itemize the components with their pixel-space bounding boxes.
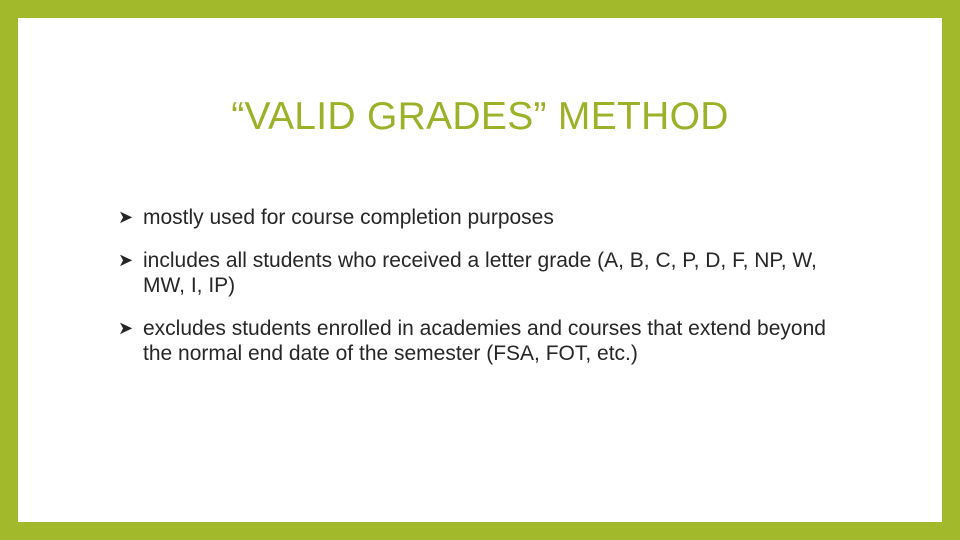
arrowhead-bullet-icon: ➤ [118, 318, 134, 338]
slide [18, 18, 942, 522]
bullet-text: includes all students who received a letter grade (A, B, C, P, D, F, NP, W, MW, I, IP) [143, 249, 817, 297]
slide-title: “VALID GRADES” METHOD [231, 95, 729, 138]
bullet-item [118, 248, 848, 298]
bullet-item [118, 316, 848, 366]
arrowhead-bullet-icon: ➤ [118, 250, 134, 270]
bullet-text: excludes students enrolled in academies and courses that extend beyond the normal end date of the semester (FSA, FOT, etc.) [143, 317, 826, 365]
arrowhead-bullet-icon: ➤ [118, 207, 134, 227]
bullet-text: mostly used for course completion purposes [143, 206, 554, 229]
bullet-item [118, 205, 848, 230]
bullet-list [118, 205, 848, 384]
